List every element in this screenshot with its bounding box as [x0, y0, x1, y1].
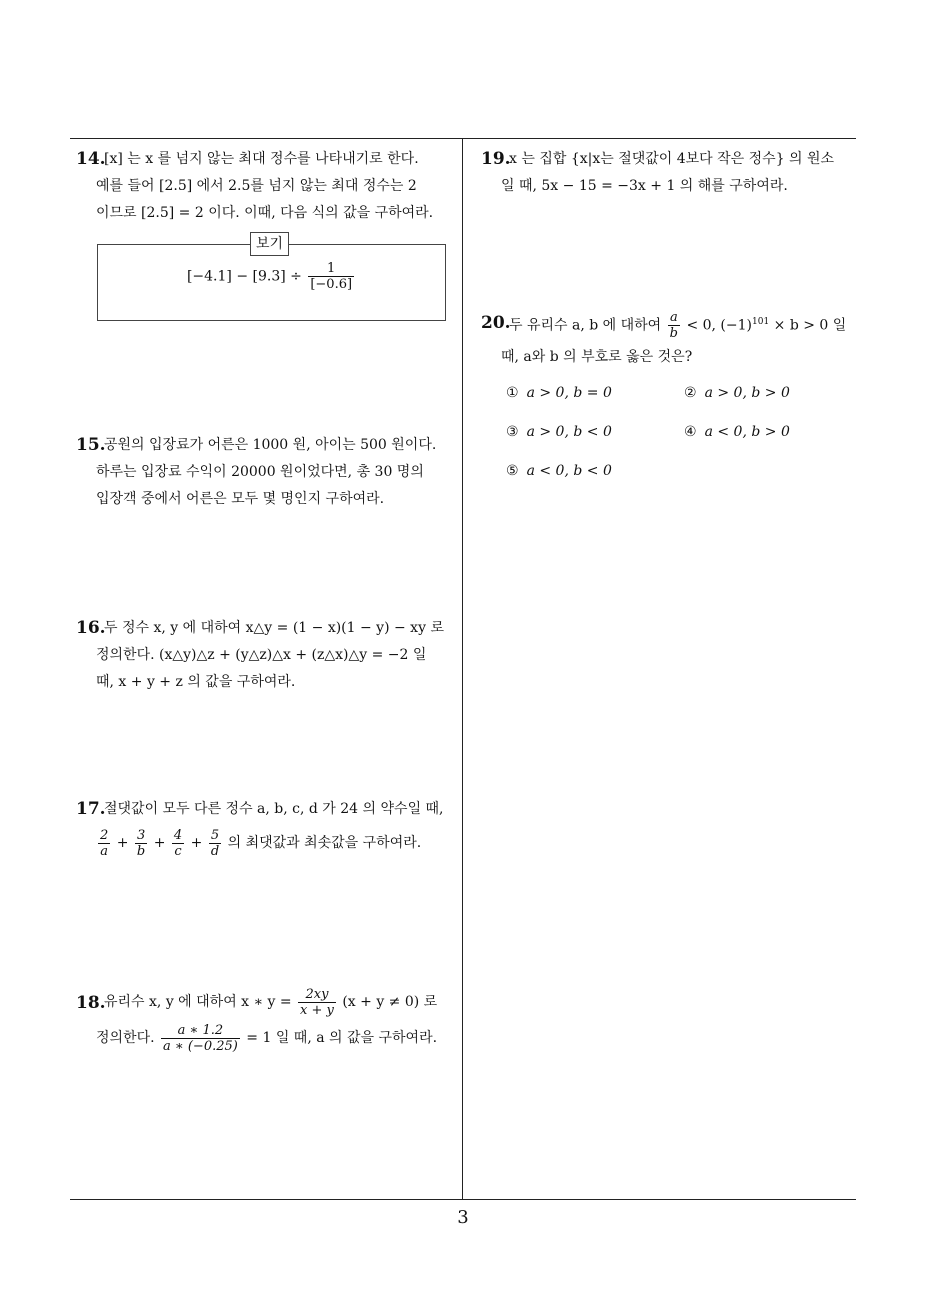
- fraction: [98, 828, 110, 859]
- choice-mark: ⑤: [506, 463, 519, 479]
- numerator: a: [668, 310, 680, 326]
- column-divider: [462, 138, 463, 1200]
- problem-text-line: [481, 304, 861, 344]
- fraction: [209, 828, 221, 859]
- problem-text: 유리수 x, y 에 대하여 x ∗ y =: [104, 994, 292, 1010]
- problem-number: 14.: [76, 149, 106, 169]
- fraction: [161, 1023, 240, 1054]
- numerator: 2: [100, 827, 109, 843]
- problem-text: × b > 0 일: [773, 317, 847, 334]
- fraction: [308, 261, 354, 292]
- choice-1[interactable]: [506, 385, 612, 401]
- denominator: d: [210, 843, 220, 859]
- choice-text: a > 0, b > 0: [704, 385, 790, 401]
- numerator: a ∗ 1.2: [161, 1023, 240, 1039]
- choice-mark: ④: [684, 424, 697, 440]
- fraction: [298, 987, 336, 1018]
- exponent: 101: [752, 317, 770, 327]
- problem-text-line: 공원의 입장료가 어른은 1000 원, 아이는 500 원이다.: [104, 437, 437, 453]
- page-number: 3: [457, 1207, 469, 1228]
- choice-mark: ①: [506, 385, 519, 401]
- choice-2[interactable]: [684, 385, 790, 401]
- denominator: a: [100, 843, 109, 859]
- problem-text-line: 정의한다. (x△y)△z + (y△z)△x + (z△x)△y = −2 일: [96, 647, 427, 663]
- choice-mark: ②: [684, 385, 697, 401]
- problem-text: 정의한다.: [96, 1030, 155, 1046]
- problem-16: [76, 615, 460, 696]
- problem-number: 18.: [76, 993, 106, 1013]
- problem-text-line: x 는 집합 {x|x는 절댓값이 4보다 작은 정수} 의 원소: [509, 151, 835, 167]
- numerator: 2xy: [298, 987, 336, 1003]
- problem-text-line: 때, a와 b 의 부호로 옳은 것은?: [501, 348, 693, 365]
- problem-15: [76, 432, 460, 513]
- fraction: [135, 828, 147, 859]
- problem-text-line: 예를 들어 [2.5] 에서 2.5를 넘지 않는 최대 정수는 2: [96, 178, 417, 194]
- fraction: [172, 828, 184, 859]
- problem-17: [76, 796, 460, 863]
- choice-5[interactable]: [506, 463, 612, 479]
- choice-text: a < 0, b > 0: [704, 424, 790, 440]
- problem-text: (x + y ≠ 0) 로: [342, 994, 438, 1010]
- choice-text: a > 0, b < 0: [526, 424, 612, 440]
- problem-text: 두 유리수 a, b 에 대하여: [509, 317, 662, 334]
- choice-text: a > 0, b = 0: [526, 385, 612, 401]
- example-box-label: 보기: [250, 232, 289, 256]
- denominator: a ∗ (−0.25): [163, 1038, 238, 1054]
- problem-number: 16.: [76, 618, 106, 638]
- problem-text-line: [76, 823, 460, 863]
- problem-text: < 0, (−1): [686, 317, 752, 334]
- problem-text: = 1 일 때, a 의 값을 구하여라.: [246, 1030, 438, 1046]
- problem-number: 20.: [481, 313, 511, 333]
- plus-sign: +: [116, 835, 129, 851]
- problem-number: 17.: [76, 799, 106, 819]
- top-rule: [70, 138, 856, 139]
- problem-19: [481, 146, 861, 200]
- denominator: x + y: [300, 1002, 334, 1018]
- problem-number: 15.: [76, 435, 106, 455]
- choice-text: a < 0, b < 0: [526, 463, 612, 479]
- problem-text-line: [x] 는 x 를 넘지 않는 최대 정수를 나타내기로 한다.: [104, 151, 419, 167]
- problem-text-line: 절댓값이 모두 다른 정수 a, b, c, d 가 24 의 약수일 때,: [104, 801, 444, 817]
- problem-text-line: 하루는 입장료 수익이 20000 원이었다면, 총 30 명의: [96, 464, 424, 480]
- choice-mark: ③: [506, 424, 519, 440]
- problem-text-line: 일 때, 5x − 15 = −3x + 1 의 해를 구하여라.: [501, 178, 788, 194]
- expression-left: [−4.1] − [9.3] ÷: [186, 268, 302, 285]
- numerator: 3: [135, 828, 147, 844]
- problem-text-line: 때, x + y + z 의 값을 구하여라.: [96, 674, 296, 690]
- numerator: 1: [308, 261, 354, 277]
- problem-18: [76, 984, 460, 1056]
- numerator: 5: [209, 828, 221, 844]
- problem-text-line: 이므로 [2.5] = 2 이다. 이때, 다음 식의 값을 구하여라.: [96, 205, 434, 221]
- denominator: [−0.6]: [310, 277, 353, 292]
- denominator: c: [174, 843, 182, 859]
- example-expression: [98, 261, 445, 292]
- fraction: [668, 310, 680, 341]
- problem-text-line: 입장객 중에서 어른은 모두 몇 명인지 구하여라.: [96, 491, 385, 507]
- plus-sign: +: [153, 835, 166, 851]
- problem-number: 19.: [481, 149, 511, 169]
- problem-text-line: [76, 1020, 460, 1056]
- problem-text-line: [76, 984, 460, 1020]
- choice-3[interactable]: [506, 424, 612, 440]
- bottom-rule: [70, 1199, 856, 1200]
- problem-text-line: 두 정수 x, y 에 대하여 x△y = (1 − x)(1 − y) − xy 로: [104, 620, 444, 636]
- problem-text-tail: 의 최댓값과 최솟값을 구하여라.: [227, 835, 422, 851]
- choice-4[interactable]: [684, 424, 790, 440]
- denominator: b: [669, 326, 678, 342]
- numerator: 4: [173, 827, 183, 843]
- problem-20: [481, 304, 861, 371]
- plus-sign: +: [190, 835, 203, 851]
- problem-14: [76, 146, 460, 227]
- denominator: b: [136, 843, 146, 859]
